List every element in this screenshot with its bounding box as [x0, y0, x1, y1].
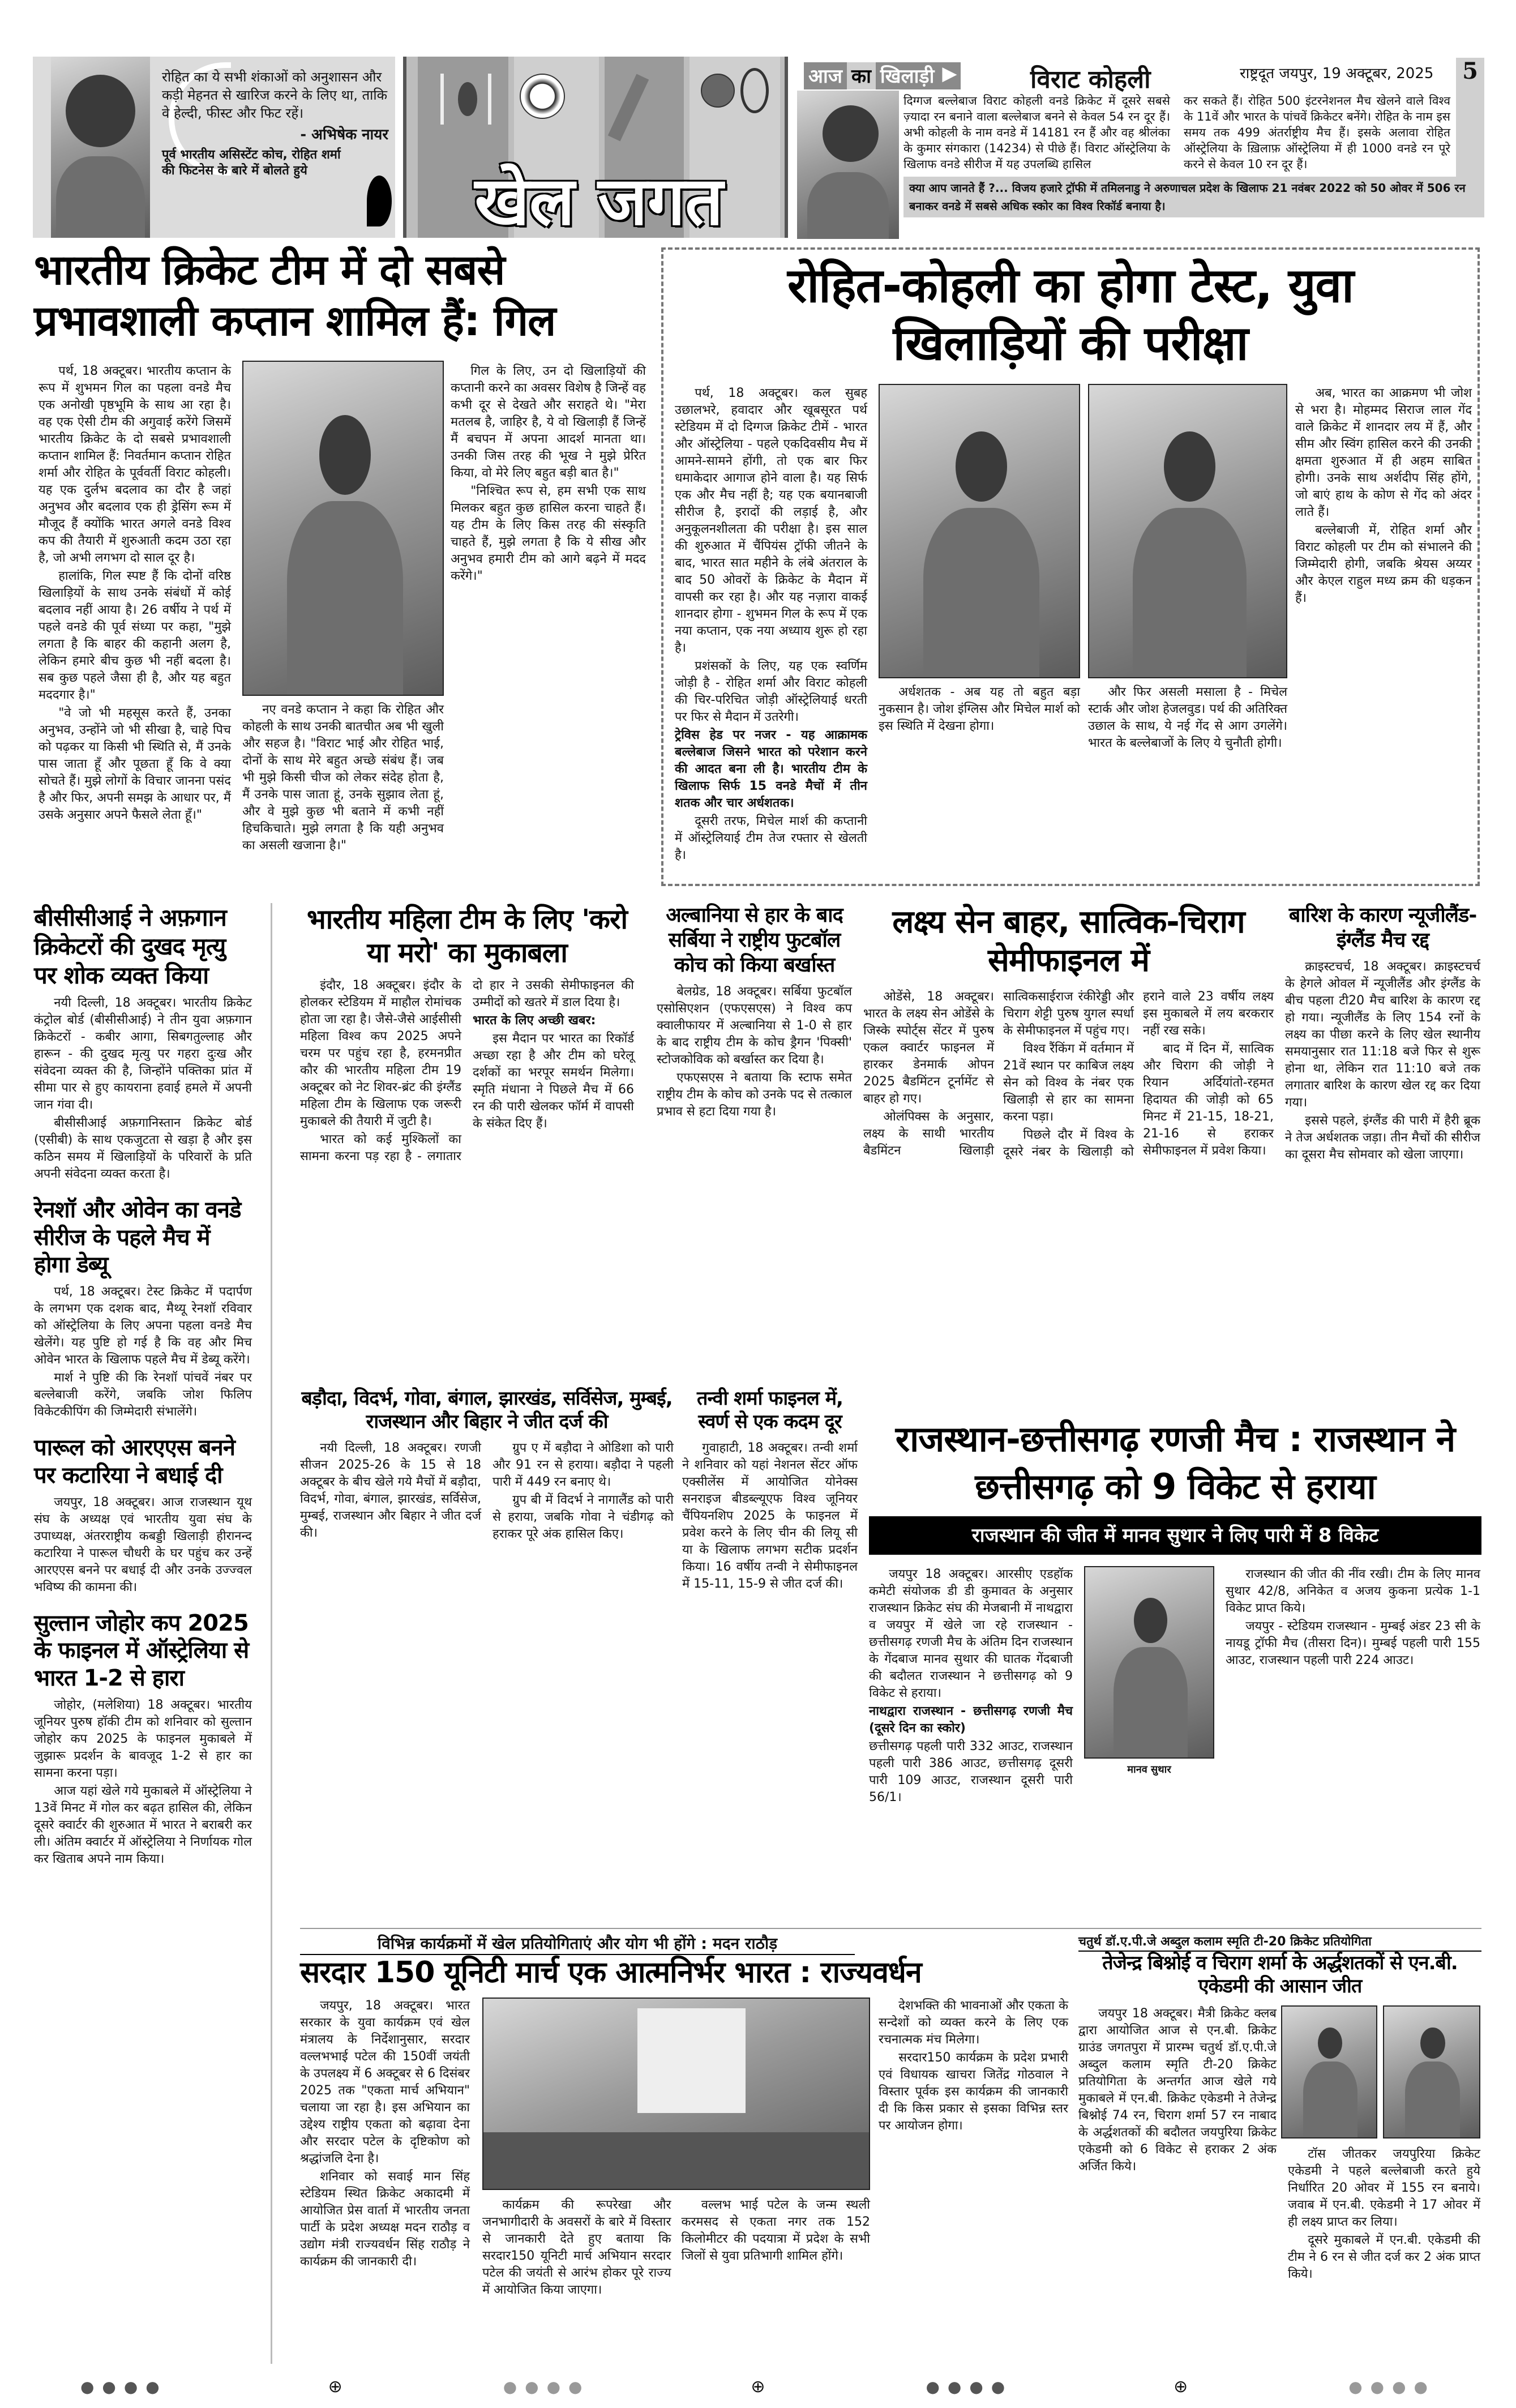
- sardar-headline: सरदार 150 यूनिटी मार्च एक आत्मनिर्भर भारत : राज्यवर्धन: [300, 1956, 922, 1990]
- ranji-wins-article: बड़ौदा, विदर्भ, गोवा, बंगाल, झारखंड, सर्विसेज, मुम्बई, राजस्थान और बिहार ने जीत दर्ज की नयी दिल्ली, 18 अक्टूबर। रणजी सीजन 2025-26 के 15 से 18 अक्टूबर के बीच खेले गये मैचों में बड़ौदा, विदर्भ, गोवा, बंगाल, झारखंड, सर्विसेज, मुम्बई, राजस्थान और बिहार ने जीत दर्ज की। ग्रुप ए में बड़ौदा ने ओडिशा को पारी और 91 रन से हराया। बड़ौदा ने पहली पारी में 449 रन बनाए थे। ग्रुप बी में विदर्भ ने नागालैंड को पारी से हराया, जबकि गोवा ने चंडीगढ़ को हराकर पूरे अंक हासिल किए।: [300, 1387, 674, 1541]
- bcci-headline: बीसीसीआई ने अफ़गान क्रिकेटरों की दुखद मृत्यु पर शोक व्यक्त किया: [34, 904, 226, 990]
- color-dots-icon: ●●●●: [80, 2377, 168, 2396]
- quote-flow: [162, 57, 388, 185]
- press-conference-photo: [482, 1998, 870, 2190]
- player-block: [903, 93, 1484, 217]
- apj-article: [1078, 1934, 1481, 2356]
- apj-body: [1078, 2005, 1481, 2356]
- football-icon: [520, 74, 565, 119]
- rohit-kohli-col-4: अब, भारत का आक्रमण भी जोश से भरा है। मोहम्मद सिराज लाल गेंद वाले क्रिकेट में शानदार लय में हैं, और सीम और स्विंग हासिल करने की उनकी क्षमता शुरुआत में ही अहम साबित होगी। उनके साथ अर्शदीप सिंह होंगे, जो बाएं हाथ के कोण से गेंद को अंदर लाते हैं। बल्लेबाजी में, रोहित शर्मा और विराट कोहली पर टीम को संभालने की जिम्मेदारी होगी, जबकि श्रेयस अय्यर और केएल राहुल मध्य क्रम की धड़कन हैं।: [1295, 386, 1472, 605]
- apj-col-1: जयपुर 18 अक्टूबर। मैत्री क्रिकेट क्लब द्वारा आयोजित आज से एन.बी. क्रिकेट ग्राउंड जगतपुरा में प्रारम्भ चतुर्थ डॉ.ए.पी.जे अब्दुल कलाम स्मृति टी-20 क्रिकेट प्रतियोगिता के अन्तर्गत आज खेले गये मुकाबले में एन.बी. क्रिकेट एकेडमी ने तेजेन्द्र बिश्नोई 74 रन, चिराग शर्मा 57 रन नाबाद के अर्द्धशतकों की बदौलत जयपुरिया क्रिकेट एकेडमी को 6 विकेट से हराकर 2 अंक अर्जित किये।: [1078, 2006, 1277, 2174]
- crosshair-icon: ⊕: [751, 2376, 765, 2397]
- rohit-kohli-col-3: और फिर असली मसाला है - मिचेल स्टार्क और जोश हेजलवुड। पर्थ की अतिरिक्त उछाल के साथ, ये नई गेंद से आग उगलेंगे। भारत के बल्लेबाजों के लिए ये चुनौती होगी।: [1088, 685, 1287, 750]
- sardar-col-3: देशभक्ति की भावनाओं और एकता के सन्देशों को व्यक्त करने के लिए एक रचनात्मक मंच मिलेगा। सरदार150 कार्यक्रम के प्रदेश प्रभारी एवं विधायक खाचरा जितेंद्र गोठवाल ने विस्तार पूर्वक इस कार्यक्रम की जानकारी दी कि किस प्रकार से इसका विभिन्न स्तर पर आयोजन होगा।: [879, 1999, 1068, 2133]
- rohit-sharma-photo: [879, 384, 1080, 678]
- color-dots-icon: ●●●●: [503, 2377, 590, 2396]
- women-subhead: भारत के लिए अच्छी खबर:: [473, 1013, 596, 1028]
- abhishek-nayar-photo: [51, 57, 150, 238]
- manav-suthar-photo: [1084, 1566, 1214, 1759]
- rajasthan-body: [869, 1566, 1481, 1883]
- page-number-text: 5: [1462, 58, 1478, 84]
- tennis-racket-icon: [740, 68, 769, 113]
- serbia-headline: अल्बानिया से हार के बाद सर्बिया ने राष्ट्रीय फुटबॉल कोच को किया बर्खास्त: [666, 904, 843, 977]
- quote-author: - अभिषेक नायर: [300, 126, 388, 143]
- sardar-strap: विभिन्न कार्यक्रमों में खेल प्रतियोगिताएं और योग भी होंगे : मदन राठौड़: [300, 1934, 855, 1955]
- crosshair-icon: ⊕: [1174, 2376, 1188, 2397]
- rajasthan-subheadline: राजस्थान की जीत में मानव सुथार ने लिए पारी में 8 विकेट: [971, 1524, 1379, 1547]
- rajasthan-col-1: जयपुर 18 अक्टूबर। आरसीए एडहॉक कमेटी संयोजक डी डी कुमावत के अनुसार राजस्थान क्रिकेट संघ की मेजबानी में नाथद्वारा व जयपुर में खेले जा रहे राजस्थान - छत्तीसगढ़ रणजी मैच के अंतिम दिन राजस्थान के गेंदबाज मानव सुथार की घातक गेंदबाजी की बदौलत राजस्थान ने छत्तीसगढ़ को 9 विकेट से हराया। नाथद्वारा राजस्थान - छत्तीसगढ़ रणजी मैच (दूसरे दिन का स्कोर) छत्तीसगढ़ पहली पारी 332 आउट, राजस्थान पहली पारी 386 आउट, छत्तीसगढ़ दूसरी पारी 109 आउट, राजस्थान दूसरी पारी 56/1।: [869, 1566, 1073, 1807]
- sardar-article: [300, 1934, 1070, 2360]
- apj-strap: चतुर्थ डॉ.ए.पी.जे अब्दुल कलाम स्मृति टी-20 क्रिकेट प्रतियोगिता: [1078, 1934, 1481, 1952]
- rain-headline: बारिश के कारण न्यूजीलैंड-इंग्लैंड मैच रद्द: [1288, 904, 1477, 952]
- gill-article: [34, 245, 648, 870]
- player-text-col-1: दिग्गज बल्लेबाज विराट कोहली वनडे क्रिकेट में दूसरे सबसे ज़्यादा रन बनाने वाला बल्लेबाज बनने से केवल 54 रन दूर हैं। अभी कोहली के नाम वनडे में 14181 रन हैं और वह श्रीलंका के कुमार संगकारा (14234) से पीछे हैं। विराट ऑस्ट्रेलिया के खिलाफ वनडे सीरीज में यह उपलब्धि हासिल: [903, 94, 1170, 171]
- section-logo-text: खेल जगत: [474, 162, 723, 238]
- rohit-kohli-headline: रोहित-कोहली का होगा टेस्ट, युवा खिलाड़ियों की परीक्षा: [787, 258, 1354, 371]
- cricket-stumps-icon: [440, 74, 491, 125]
- dateline: राष्ट्रदूत जयपुर, 19 अक्टूबर, 2025: [1240, 65, 1434, 82]
- rajasthan-headline: राजस्थान-छत्तीसगढ़ रणजी मैच : राजस्थान ने छत्तीसगढ़ को 9 विकेट से हराया: [895, 1418, 1455, 1507]
- rohit-kohli-col-2: अर्धशतक - अब यह तो बहुत बड़ा नुकसान है। जोश इंग्लिस और मिचेल मार्श को इस स्थिति में देखना होगा।: [879, 685, 1080, 733]
- virat-kohli-action-photo: [1088, 384, 1287, 678]
- gill-col-1: पर्थ, 18 अक्टूबर। भारतीय कप्तान के रूप में शुभमन गिल का पहला वनडे मैच एक अनोखी पृष्ठभूमि के साथ आ रहा है। वह एक ऐसी टीम की अगुवाई करेंगे जिसमें भारतीय क्रिकेट के दो सबसे प्रभावशाली कप्तान शामिल हैं: निवर्तमान कप्तान रोहित शर्मा और रोहित के पूर्ववर्ती विराट कोहली। यह एक दुर्लभ बदलाव का दौर है जहां अनुभव और बदलाव एक ही ड्रेसिंग रूम में मौजूद हैं क्योंकि भारत अगले वनडे विश्व कप की तैयारी में शुरुआती कदम उठा रहा है, जो अभी लगभग दो साल दूर है। हालांकि, गिल स्पष्ट हैं कि दोनों वरिष्ठ खिलाड़ियों के साथ उनके संबंधों में कोई बदलाव नहीं आया है। 26 वर्षीय ने पर्थ में पहले वनडे की पूर्व संध्या पर कहा, "मुझे लगता है कि बाहर की कहानी अलग है, लेकिन हमारे बीच कुछ भी नहीं बदला है। सब कुछ पहले जैसा ही है, और यह बहुत मददगार है।" "वे जो भी महसूस करते हैं, उनका अनुभव, उन्होंने जो भी सीखा है, चाहे पिच को पढ़कर या किसी भी स्थिति से, मैं उनके पास जाता हूँ और पूछता हूँ कि वे क्या सोचते हैं। मुझे लोगों के विचार जानना पसंद है और फिर, अपनी समझ के आधार पर, मैं उसके अनुसार अपने फैसले लेता हूँ।": [38, 363, 231, 822]
- chirag-sharma-photo: [1383, 2005, 1480, 2138]
- bcci-article: बीसीसीआई ने अफ़गान क्रिकेटरों की दुखद मृत्यु पर शोक व्यक्त किया नयी दिल्ली, 18 अक्टूबर। भारतीय क्रिकेट कंट्रोल बोर्ड (बीसीसीआई) ने तीन युवा अफ़गान क्रिकेटरों - कबीर आगा, सिबगतुल्लाह और हारून - की दुखद मृत्यु पर गहरा दुःख और संवेदना व्यक्त की है, जिन्होंने पक्तिका प्रांत में सीमा पार से हुए कायराना हवाई हमले में अपनी जान गंवा दी। बीसीसीआई अफ़गानिस्तान क्रिकेट बोर्ड (एसीबी) के साथ एकजुटता से खड़ा है और इस कठिन समय में खिलाड़ियों के परिवारों के प्रति अपनी संवेदना व्यक्त करता है।: [34, 904, 252, 1181]
- shubman-gill-photo: [242, 361, 444, 696]
- rajasthan-score-head: नाथद्वारा राजस्थान - छत्तीसगढ़ रणजी मैच (दूसरे दिन का स्कोर): [869, 1704, 1073, 1735]
- quote-panel: [33, 57, 395, 238]
- color-dots-icon: ●●●●: [926, 2377, 1013, 2396]
- lakshya-article: लक्ष्य सेन बाहर, सात्विक-चिराग सेमीफाइनल में ओडेंसे, 18 अक्टूबर। भारत के लक्ष्य सेन ओडेंसे के जिस्के स्पोर्ट्स सेंटर में पुरुष एकल क्वार्टर फाइनल में हारकर डेनमार्क ओपन 2025 बैडमिंटन टूर्नामेंट से बाहर हो गए। ओलंपिक्स के अनुसार, लक्ष्य के साथी भारतीय बैडमिंटन खिलाड़ी सात्विकसाईराज रंकीरेड्डी और चिराग शेट्टी पुरुष युगल स्पर्धा के सेमीफाइनल में पहुंच गए। विश्व रैंकिंग में वर्तमान में 21वें स्थान पर काबिज लक्ष्य सेन को विश्व के नंबर एक खिलाड़ी से हार का सामना करना पड़ा। पिछले दौर में विश्व के दूसरे नंबर के खिलाड़ी को हराने वाले 23 वर्षीय लक्ष्य इस मुकाबले में लय बरकरार नहीं रख सके। बाद में दिन में, सात्विक और चिराग की जोड़ी ने रियान अर्दियांतो-रहमत हिदायत की जोड़ी को 65 मिनट में 21-15, 18-21, 21-16 से हराकर सेमीफाइनल में प्रवेश किया।: [863, 904, 1274, 1159]
- tejendra-bishnoi-photo: [1281, 2005, 1377, 2138]
- column-divider: [271, 903, 272, 2364]
- renshaw-headline: रेनशॉ और ओवेन का वनडे सीरीज के पहले मैच में होगा डेब्यू: [34, 1196, 241, 1278]
- gill-headline: भारतीय क्रिकेट टीम में दो सबसे प्रभावशाली कप्तान शामिल हैं: गिल: [34, 246, 556, 346]
- basketball-icon: [701, 74, 735, 108]
- apj-headline: तेजेन्द्र बिश्नोई व चिराग शर्मा के अर्द्धशतकों से एन.बी. एकेडमी की आसान जीत: [1102, 1952, 1458, 1998]
- women-article: भारतीय महिला टीम के लिए 'करो या मरो' का मुकाबला इंदौर, 18 अक्टूबर। इंदौर के होलकर स्टेडियम में माहौल रोमांचक होता जा रहा है। जैसे-जैसे आईसीसी महिला विश्व कप 2025 अपने चरम पर पहुंच रहा है, हरमनप्रीत कौर की भारतीय महिला टीम 19 अक्टूबर को नेट शिवर-ब्रंट की इंग्लैंड महिला टीम के खिलाफ एक जरूरी मुकाबले की तैयारी में जुटी है। भारत को कई मुश्किलों का सामना करना पड़ रहा है - लगातार दो हार ने उसकी सेमीफाइनल की उम्मीदों को खतरे में डाल दिया है। भारत के लिए अच्छी खबर: इस मैदान पर भारत का रिकॉर्ड अच्छा रहा है और टीम को घरेलू दर्शकों का भरपूर समर्थन मिलेगा। स्मृति मंधाना ने पिछले मैच में 66 रन की पारी खेलकर फॉर्म में वापसी के संकेत दिए हैं।: [300, 904, 634, 1164]
- parul-article: पारूल को आरएएस बनने पर कटारिया ने बधाई दी जयपुर, 18 अक्टूबर। आज राजस्थान यूथ संघ के अध्यक्ष एवं भारतीय युवा संघ के उपाध्यक्ष, अंतरराष्ट्रीय कबड्डी खिलाड़ी हीरानन्द कटारिया ने पारूल चौधरी के घर पहुंच कर उन्हें आरएएस बनने पर बधाई दी और उनके उज्ज्वल भविष्य की कामना की।: [34, 1435, 252, 1594]
- player-name: विराट कोहली: [1030, 65, 1151, 94]
- rajasthan-subheadline-bar: [869, 1516, 1481, 1555]
- label-khiladi: खिलाड़ी: [876, 62, 939, 89]
- crosshair-icon: ⊕: [328, 2376, 342, 2397]
- ranji-wins-headline: बड़ौदा, विदर्भ, गोवा, बंगाल, झारखंड, सर्विसेज, मुम्बई, राजस्थान और बिहार ने जीत दर्ज की: [301, 1387, 673, 1434]
- arrow-right-icon: ▶: [939, 62, 960, 89]
- tanvi-headline: तन्वी शर्मा फाइनल में, स्वर्ण से एक कदम दूर: [697, 1387, 843, 1434]
- sardar-body: [300, 1998, 1070, 2360]
- women-headline: भारतीय महिला टीम के लिए 'करो या मरो' का मुकाबला: [307, 904, 627, 969]
- did-you-know-bar: [903, 177, 1484, 217]
- apj-col-2: टॉस जीतकर जयपुरिया क्रिकेट एकेडमी ने पहले बल्लेबाजी करते हुये निर्धारित 20 ओवर में 155 रन बनाये। जवाब में एन.बी. एकेडमी ने 17 ओवर में ही लक्ष्य प्राप्त कर लिया। दूसरे मुकाबले में एन.बी. एकेडमी की टीम ने 6 रन से जीत दर्ज कर 2 अंक प्राप्त किये।: [1288, 2146, 1480, 2281]
- rohit-kohli-article: [661, 247, 1480, 886]
- renshaw-article: रेनशॉ और ओवेन का वनडे सीरीज के पहले मैच में होगा डेब्यू पर्थ, 18 अक्टूबर। टेस्ट क्रिकेट में पदार्पण के लगभग एक दशक बाद, मैथ्यू रेनशॉ रविवार को ऑस्ट्रेलिया के लिए अपना पहला वनडे मैच खेलेंगे। यह पुष्टि हो गई है कि वह और मिच ओवेन भारत के खिलाफ पहले मैच में डेब्यू करेंगे। मार्श ने पुष्टि की कि रेनशॉ पांचवें नंबर पर बल्लेबाजी करेंगे, जबकि जोश फिलिप विकेटकीपिंग की जिम्मेदारी संभालेंगे।: [34, 1196, 252, 1419]
- sardar-col-2: कार्यक्रम की रूपरेखा और जनभागीदारी के अवसरों के बारे में विस्तार से जानकारी देते हुए बताया कि सरदार150 यूनिटी मार्च अभियान सरदार पटेल की जयंती से आरंभ होकर पूरे राज्य में आयोजित किया जाएगा। वल्लभ भाई पटेल के जन्म स्थली करमसद से एकता नगर तक 152 किलोमीटर की पदयात्रा में प्रदेश के सभी जिलों से युवा प्रतिभागी शामिल होंगे।: [482, 2198, 870, 2298]
- johor-article: सुल्तान जोहोर कप 2025 के फाइनल में ऑस्ट्रेलिया से भारत 1-2 से हारा जोहोर, (मलेशिया) 18 अक्टूबर। भारतीय जूनियर पुरुष हॉकी टीम को शनिवार को सुल्तान जोहोर कप 2025 के फाइनल मुकाबले में जुझारू प्रदर्शन के बावजूद 1-2 से हार का सामना करना पड़ा। आज यहां खेले गये मुकाबले में ऑस्ट्रेलिया ने 13वें मिनट में गोल कर बढ़त हासिल की, लेकिन दूसरे क्वार्टर की शुरुआत में भारत ने बराबरी कर ली। अंतिम क्वार्टर में ऑस्ट्रेलिया ने निर्णायक गोल कर खिताब अपने नाम किया।: [34, 1610, 252, 1867]
- tanvi-article: तन्वी शर्मा फाइनल में, स्वर्ण से एक कदम दूर गुवाहाटी, 18 अक्टूबर। तन्वी शर्मा ने शनिवार को यहां नेशनल सेंटर ऑफ एक्सीलेंस में आयोजित योनेक्स सनराइज बीडब्ल्यूएफ विश्व जूनियर चैंपियनशिप 2025 के फाइनल में प्रवेश करने के लिए चीन की लियू सी या के खिलाफ लगभग सटीक प्रदर्शन किया। 16 वर्षीय तन्वी ने सेमीफाइनल में 15-11, 15-9 से जीत दर्ज की।: [682, 1387, 858, 1591]
- section-logo: [403, 57, 788, 238]
- left-column: [34, 903, 252, 1881]
- quote-caption: पूर्व भारतीय असिस्टेंट कोच, रोहित शर्मा की फिटनेस के बारे में बोलते हुये: [162, 148, 341, 178]
- virat-kohli-photo: [797, 91, 899, 239]
- johor-headline: सुल्तान जोहोर कप 2025 के फाइनल में ऑस्ट्रेलिया से भारत 1-2 से हारा: [34, 1610, 249, 1692]
- rajasthan-col-3: राजस्थान की जीत की नींव रखी। टीम के लिए मानव सुथार 42/8, अनिकेत व अजय कुकना प्रत्येक 1-1 विकेट प्राप्त किये। जयपुर - स्टेडियम राजस्थान - मुम्बई अंडर 23 सी के नायडू ट्रॉफी मैच (तीसरा दिन)। मुम्बई पहली पारी 155 आउट, राजस्थान पहली पारी 224 आउट।: [1226, 1567, 1480, 1667]
- player-text-col-2: कर सकते हैं। रोहित 500 इंटरनेशनल मैच खेलने वाले विश्व के 11वें और भारत के पांचवें क्रिकेटर बनेंगे। रोहित के नाम इस समय तक 499 अंतर्राष्ट्रीय मैच हैं। इसके अलावा रोहित ऑस्ट्रेलिया के ख़िलाफ़ ऑस्ट्रेलिया में ही 1000 वनडे रन पूरे करने से केवल 10 रन दूर हैं।: [1184, 94, 1450, 171]
- player-of-day-label: [804, 62, 961, 89]
- rain-article: बारिश के कारण न्यूजीलैंड-इंग्लैंड मैच रद्द क्राइस्टचर्च, 18 अक्टूबर। क्राइस्टचर्च के हेगले ओवल में न्यूजीलैंड और इंग्लैंड के बीच पहला टी20 मैच बारिश के कारण रद्द हो गया। न्यूजीलैंड के लिए 154 रनों के लक्ष्य का पीछा करने के लिए खेल स्थानीय समयानुसार रात 11:18 बजे फिर से शुरू होना था, लेकिन रात 11:10 बजे तक लगातार बारिश के कारण खेल रद्द कर दिया गया। इससे पहले, इंग्लैंड की पारी में हैरी ब्रूक ने तेज अर्धशतक जड़ा। तीन मैचों की सीरीज का दूसरा मैच सोमवार को खेला जाएगा।: [1285, 904, 1480, 1162]
- photo-caption: मानव सुथार: [1127, 1764, 1171, 1776]
- gill-col-2: नए वनडे कप्तान ने कहा कि रोहित और कोहली के साथ उनकी बातचीत अब भी खुली और सहज है। "विराट भाई और रोहित भाई, दोनों के साथ मेरे बहुत अच्छे संबंध हैं। जब भी मुझे किसी चीज को लेकर संदेह होता है, मैं उनके पास जाता हूं, उनके सुझाव लेता हूं, और वे मुझे कुछ भी बताने में कभी नहीं हिचकिचाते। मुझे लगता है कि यही अनुभव का असली खजाना है।": [242, 702, 444, 853]
- sardar-col-1: जयपुर, 18 अक्टूबर। भारत सरकार के युवा कार्यक्रम एवं खेल मंत्रालय के निर्देशानुसार, सरदार वल्लभभाई पटेल की 150वीं जयंती के उपलक्ष्य में 6 अक्टूबर से 6 दिसंबर 2025 तक "एकता मार्च अभियान" चलाया जा रहा है। इस अभियान का उद्देश्य राष्ट्रीय एकता को बढ़ावा देना और सरदार पटेल के दृष्टिकोण को श्रद्धांजलि देना है। शनिवार को सवाई मान सिंह स्टेडियम स्थित क्रिकेट अकादमी में आयोजित प्रेस वार्ता में भारतीय जनता पार्टी के प्रदेश अध्यक्ष मदन राठौड़ व उद्योग मंत्री राज्यवर्धन सिंह राठौड़ ने कार्यक्रम की जानकारी दी।: [300, 1999, 470, 2269]
- lakshya-headline: लक्ष्य सेन बाहर, सात्विक-चिराग सेमीफाइनल में: [892, 904, 1245, 980]
- label-aaj: आज: [804, 62, 847, 89]
- label-ka: का: [847, 62, 876, 89]
- quote-text: रोहित का ये सभी शंकाओं को अनुशासन और कड़ी मेहनत से खारिज करने के लिए था, ताकि वे हेल्दी, फीस्ट और फिट रहें।: [162, 69, 388, 121]
- registration-marks: [0, 2375, 1516, 2398]
- rohit-kohli-body: [663, 384, 1478, 862]
- did-you-know-text: क्या आप जानते हैं ?... विजय हजारे ट्रॉफी में तमिलनाडु ने अरुणाचल प्रदेश के खिलाफ 21 नवंबर 2022 को 50 ओवर में 506 रन बनाकर वनडे में सबसे अधिक स्कोर का विश्व रिकॉर्ड बनाया है।: [909, 181, 1466, 213]
- closing-quote-icon: [367, 176, 392, 226]
- rajasthan-score: छत्तीसगढ़ पहली पारी 332 आउट, राजस्थान पहली पारी 386 आउट, छत्तीसगढ़ दूसरी पारी 109 आउट, राजस्थान दूसरी पारी 56/1।: [869, 1739, 1073, 1804]
- color-dots-icon: ●●●●: [1348, 2377, 1436, 2396]
- gill-col-3: गिल के लिए, उन दो खिलाड़ियों की कप्तानी करने का अवसर विशेष है जिन्हें वह कभी दूर से देखते और सराहते थे। "मेरा मतलब है, जाहिर है, ये वो खिलाड़ी हैं जिन्हें मैं बचपन में अपना आदर्श मानता था। उनकी जिस तरह की भूख ने मुझे प्रेरित किया, वो मेरे लिए बहुत बड़ी बात है।" "निश्चित रूप से, हम सभी एक साथ मिलकर बहुत कुछ हासिल करना चाहते हैं। यह टीम के लिए किस तरह की संस्कृति चाहते हैं, मुझे लगता है कि ये सीख और अनुभव हमारी टीम को आगे बढ़ने में मदद करेंगे।": [451, 363, 646, 583]
- rohit-kohli-col-1: पर्थ, 18 अक्टूबर। कल सुबह उछालभरे, हवादार और खूबसूरत पर्थ स्टेडियम में दो दिग्गज क्रिकेट टीमें - भारत और ऑस्ट्रेलिया - पहले एकदिवसीय मैच में आमने-सामने होंगी, तो एक बार फिर धमाकेदार आगाज होने वाला है। यह सिर्फ एक और मैच नहीं है; यह एक बयानबाजी सीरीज है, इरादों की लड़ाई है, और अनुकूलनशीलता की परीक्षा है। इस साल की शुरुआत में चैंपियंस ट्रॉफी जीतने के बाद, भारत सात महीने के लंबे अंतराल के बाद 50 ओवरों के क्रिकेट के मैदान में वापसी कर रहा है। और यह नज़ारा वाकई शानदार होगा - शुभमन गिल के रूप में एक नया कप्तान, एक नया अध्याय शुरू हो रहा है। प्रशंसकों के लिए, यह एक स्वर्णिम जोड़ी है - रोहित शर्मा और विराट कोहली की चिर-परिचित जोड़ी ऑस्ट्रेलियाई धरती पर फिर से मैदान में उतरेगी। ट्रेविस हेड पर नजर - यह आक्रामक बल्लेबाज जिसने भारत को परेशान करने की आदत बना ली है। भारतीय टीम के खिलाफ सिर्फ 15 वनडे मैचों में तीन शतक और चार अर्धशतक। दूसरी तरफ, मिचेल मार्श की कप्तानी में ऑस्ट्रेलियाई टीम तेज रफ्तार से खेलती है।: [675, 386, 867, 862]
- serbia-article: अल्बानिया से हार के बाद सर्बिया ने राष्ट्रीय फुटबॉल कोच को किया बर्खास्त बेलग्रेड, 18 अक्टूबर। सर्बिया फुटबॉल एसोसिएशन (एफएसएस) ने विश्व कप क्वालीफायर में अल्बानिया से 1-0 से हार के बाद राष्ट्रीय टीम के कोच ड्रैगन 'पिक्सी' स्टोजकोविक को बर्खास्त कर दिया है। एफएसएस ने बताया कि स्टाफ समेत राष्ट्रीय टीम के कोच को उनके पद से तत्काल प्रभाव से हटा दिया गया है।: [657, 904, 852, 1119]
- row-divider: [300, 1928, 1481, 1929]
- gill-body: [34, 361, 648, 870]
- parul-headline: पारूल को आरएएस बनने पर कटारिया ने बधाई दी: [34, 1435, 235, 1489]
- rajasthan-article: [869, 1415, 1481, 1883]
